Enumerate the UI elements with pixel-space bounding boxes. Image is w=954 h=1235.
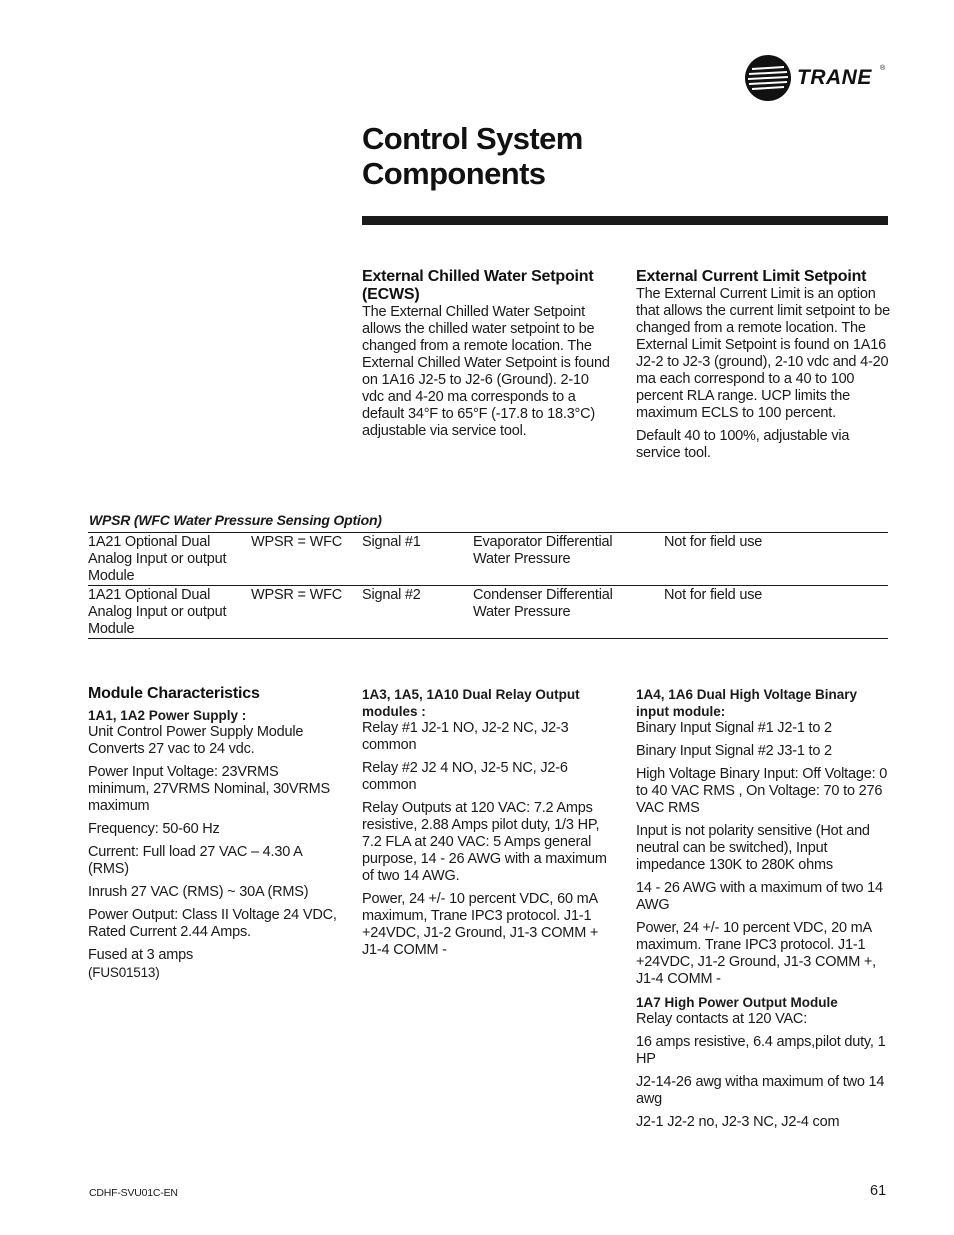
module-characteristics-section [88, 685, 338, 987]
wpsr-cell-description: Evaporator Differential Water Pressure [473, 534, 613, 567]
ecws-heading: External Chilled Water Setpoint (ECWS) [362, 268, 594, 303]
ecls-heading: External Current Limit Setpoint [636, 268, 867, 285]
ecls-body: The External Current Limit is an option that allows the current limit setpoint to be changed from a remote location. The External Limit Setpoint is found on 1A16 J2-2 to J2-3 (ground), 2-10 vdc and 4-20 ma each correspond to a 40 to 100 percent RLA range. UCP limits the maximum ECLS to 100 percent. [636, 286, 890, 421]
wpsr-caption: WPSR (WFC Water Pressure Sensing Option) [89, 512, 382, 528]
high-power-line: Relay contacts at 120 VAC: [636, 1011, 808, 1027]
wpsr-cell-option: WPSR = WFC [251, 587, 343, 603]
power-supply-fused-code: (FUS01513) [88, 965, 160, 980]
power-supply-title: 1A1, 1A2 Power Supply : [88, 708, 247, 723]
power-supply-line: Unit Control Power Supply Module Converts 27 vac to 24 vdc. [88, 724, 304, 757]
high-power-title: 1A7 High Power Output Module [636, 995, 838, 1010]
binary-line: Binary Input Signal #2 J3-1 to 2 [636, 743, 832, 759]
binary-line: 14 - 26 AWG with a maximum of two 14 AWG [636, 880, 883, 913]
wpsr-cell-description: Condenser Differential Water Pressure [473, 587, 613, 620]
table-row [88, 585, 888, 639]
high-power-line: 16 amps resistive, 6.4 amps,pilot duty, 1 HP [636, 1034, 886, 1067]
wpsr-cell-signal: Signal #2 [362, 587, 421, 603]
page-title-line-1: Control System [362, 121, 583, 156]
relay-line: Relay Outputs at 120 VAC: 7.2 Amps resistive, 2.88 Amps pilot duty, 1/3 HP, 7.2 FLA at 240 VAC: 5 Amps general purpose, 14 - 26 AWG with a maximum of two 14 AWG. [362, 800, 607, 884]
wpsr-table [88, 532, 888, 639]
relay-line: Power, 24 +/- 10 percent VDC, 60 mA maximum, Trane IPC3 protocol. J1-1 +24VDC, J1-2 Ground, J1-3 COMM + J1-4 COMM - [362, 891, 599, 958]
power-supply-line: Power Input Voltage: 23VRMS minimum, 27VRMS Nominal, 30VRMS maximum [88, 764, 330, 814]
power-supply-line: Inrush 27 VAC (RMS) ~ 30A (RMS) [88, 884, 309, 900]
trane-logo [744, 53, 894, 105]
wpsr-cell-signal: Signal #1 [362, 534, 421, 550]
binary-input-section [636, 686, 890, 1137]
power-supply-fused: Fused at 3 amps [88, 947, 193, 963]
wpsr-cell-note: Not for field use [664, 587, 763, 603]
relay-line: Relay #1 J2-1 NO, J2-2 NC, J2-3 common [362, 720, 569, 753]
page-title-line-2: Components [362, 156, 546, 191]
binary-line: Binary Input Signal #1 J2-1 to 2 [636, 720, 832, 736]
trane-globe-icon [744, 53, 792, 103]
wpsr-cell-module: 1A21 Optional Dual Analog Input or output Module [88, 534, 227, 584]
ecls-section [636, 268, 890, 468]
power-supply-line: Frequency: 50-60 Hz [88, 821, 220, 837]
relay-title: 1A3, 1A5, 1A10 Dual Relay Output modules : [362, 687, 580, 719]
relay-output-section [362, 686, 614, 965]
ecws-section [362, 268, 614, 446]
power-supply-line: Current: Full load 27 VAC – 4.30 A (RMS) [88, 844, 302, 877]
binary-line: Power, 24 +/- 10 percent VDC, 20 mA maximum. Trane IPC3 protocol. J1-1 +24VDC, J1-2 Ground, J1-3 COMM +, J1-4 COMM - [636, 920, 876, 987]
registered-mark: ® [880, 65, 886, 72]
page-title [362, 121, 882, 191]
wpsr-cell-option: WPSR = WFC [251, 534, 343, 550]
module-characteristics-heading: Module Characteristics [88, 685, 260, 702]
table-row [88, 532, 888, 585]
high-power-line: J2-1 J2-2 no, J2-3 NC, J2-4 com [636, 1114, 840, 1130]
wpsr-cell-module: 1A21 Optional Dual Analog Input or output Module [88, 587, 227, 637]
power-supply-line: Power Output: Class II Voltage 24 VDC, Rated Current 2.44 Amps. [88, 907, 337, 940]
high-power-line: J2-14-26 awg witha maximum of two 14 awg [636, 1074, 885, 1107]
title-rule [362, 216, 888, 225]
page-number: 61 [870, 1183, 887, 1199]
binary-line: Input is not polarity sensitive (Hot and neutral can be switched), Input impedance 130K to 280K ohms [636, 823, 870, 873]
ecls-default: Default 40 to 100%, adjustable via service tool. [636, 428, 850, 461]
wpsr-cell-note: Not for field use [664, 534, 763, 550]
trane-wordmark: TRANE [797, 66, 872, 89]
relay-line: Relay #2 J2 4 NO, J2-5 NC, J2-6 common [362, 760, 568, 793]
binary-line: High Voltage Binary Input: Off Voltage: 0 to 40 VAC RMS , On Voltage: 70 to 276 VAC RMS [636, 766, 888, 816]
binary-title: 1A4, 1A6 Dual High Voltage Binary input module: [636, 687, 858, 719]
document-code: CDHF-SVU01C-EN [89, 1187, 178, 1199]
ecws-body: The External Chilled Water Setpoint allows the chilled water setpoint to be changed from a remote location. The External Chilled Water Setpoint is found on 1A16 J2-5 to J2-6 (Ground). 2-10 vdc and 4-20 ma corresponds to a default 34°F to 65°F (-17.8 to 18.3°C) adjustable via service tool. [362, 304, 610, 439]
